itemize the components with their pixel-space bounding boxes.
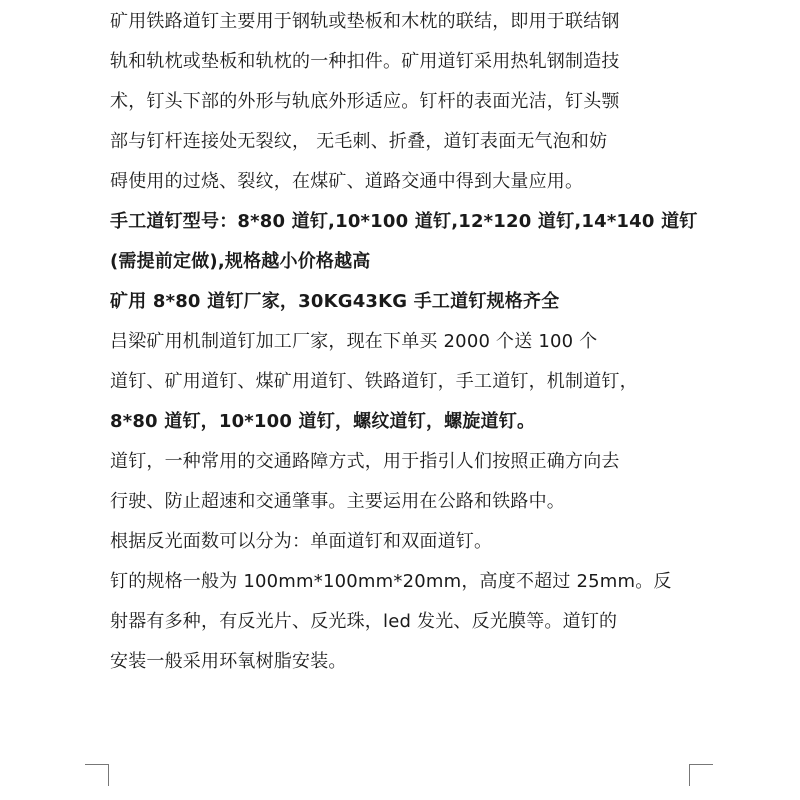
paragraph-line: 射器有多种，有反光片、反光珠，led 发光、反光膜等。道钉的 — [110, 611, 618, 632]
paragraph-line: 碍使用的过烧、裂纹，在煤矿、道路交通中得到大量应用。 — [110, 171, 584, 192]
paragraph-line: 术，钉头下部的外形与轨底外形适应。钉杆的表面光洁，钉头颚 — [110, 91, 620, 112]
paragraph-line: 8*80 道钉，10*100 道钉，螺纹道钉，螺旋道钉。 — [110, 411, 536, 432]
paragraph-line: 行驶、防止超速和交通肇事。主要运用在公路和铁路中。 — [110, 491, 565, 512]
paragraph-line: 吕梁矿用机制道钉加工厂家，现在下单买 2000 个送 100 个 — [110, 331, 598, 352]
paragraph-line: 矿用铁路道钉主要用于钢轨或垫板和木枕的联结，即用于联结钢 — [110, 11, 620, 32]
paragraph-line: 安装一般采用环氧树脂安装。 — [110, 651, 347, 672]
paragraph-line: 钉的规格一般为 100mm*100mm*20mm，高度不超过 25mm。反 — [110, 571, 672, 592]
paragraph-line: 道钉、矿用道钉、煤矿用道钉、铁路道钉，手工道钉，机制道钉， — [110, 371, 638, 392]
paragraph-line: 手工道钉型号：8*80 道钉,10*100 道钉,12*120 道钉,14*140 道钉 — [110, 211, 698, 232]
crop-mark-right-horizontal — [689, 764, 713, 765]
document-body — [110, 2, 698, 682]
paragraph-line: 部与钉杆连接处无裂纹， 无毛刺、折叠，道钉表面无气泡和妨 — [110, 131, 608, 152]
crop-mark-left-vertical — [108, 764, 109, 786]
paragraph-line: (需提前定做),规格越小价格越高 — [110, 251, 371, 272]
paragraph-line: 矿用 8*80 道钉厂家，30KG43KG 手工道钉规格齐全 — [110, 291, 560, 312]
crop-mark-right-vertical — [689, 764, 690, 786]
paragraph-line: 轨和轨枕或垫板和轨枕的一种扣件。矿用道钉采用热轧钢制造技 — [110, 51, 620, 72]
paragraph-line: 道钉，一种常用的交通路障方式，用于指引人们按照正确方向去 — [110, 451, 620, 472]
crop-mark-left-horizontal — [85, 764, 109, 765]
paragraph-line: 根据反光面数可以分为：单面道钉和双面道钉。 — [110, 531, 493, 552]
